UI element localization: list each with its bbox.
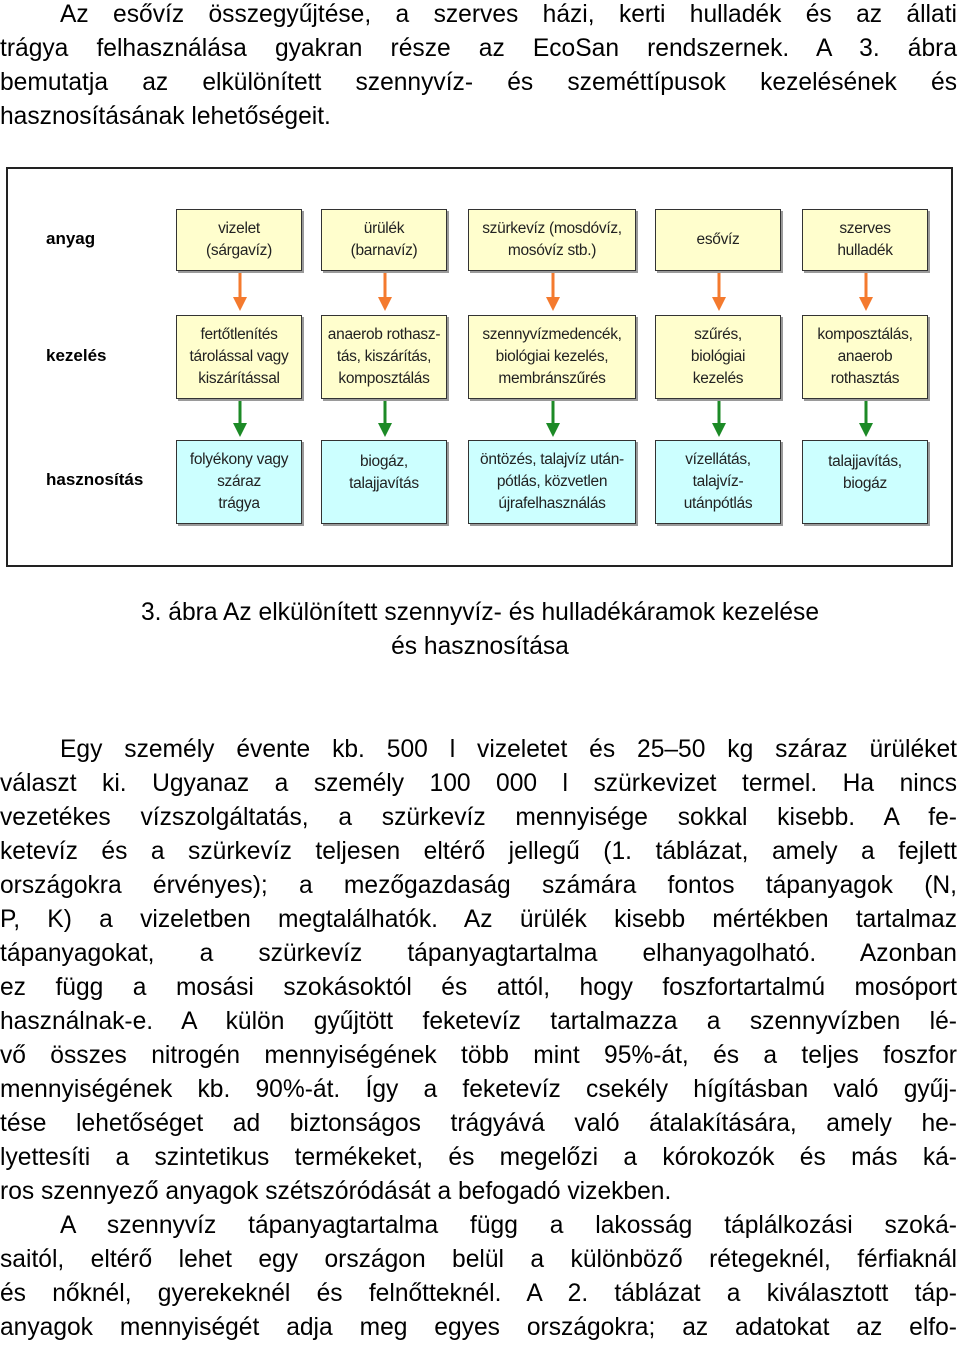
body-line: A szennyvíz tápanyagtartalma függ a lakosság táplálkozási szoká- bbox=[60, 1212, 957, 1239]
intro-line: trágya felhasználása gyakran része az EcoSan rendszernek. A 3. ábra bbox=[0, 35, 957, 62]
body-line: ketevíz és a szürkevíz teljesen eltérő jellegű (1. táblázat, amely a fejlett bbox=[0, 838, 957, 865]
arrow-green-4 bbox=[711, 401, 727, 439]
body-line: használnak-e. A külön gyűjtött feketevíz tartalmazza a szennyvízben lé- bbox=[0, 1008, 957, 1035]
material-box-szurkeviz: szürkevíz (mosdóvíz, mosóvíz stb.) bbox=[468, 209, 636, 271]
arrow-orange-5 bbox=[858, 273, 874, 313]
body-line: vő összes nitrogén mennyiségének több mint 95%-át, és a teljes foszfor bbox=[0, 1042, 957, 1069]
intro-line: hasznosításának lehetőségeit. bbox=[0, 103, 331, 130]
arrow-green-5 bbox=[858, 401, 874, 439]
arrow-green-1 bbox=[232, 401, 248, 439]
arrow-orange-1 bbox=[232, 273, 248, 313]
use-box-biogaz: biogáz, talajjavítás bbox=[321, 440, 447, 524]
treatment-box-anaerob: anaerob rothasz- tás, kiszárítás, komposztálás bbox=[321, 315, 447, 399]
figure-caption bbox=[0, 596, 960, 664]
body-line: országokra érvényes); a mezőgazdaság számára fontos tápanyagok (N, bbox=[0, 872, 957, 899]
ecosan-flow-diagram bbox=[6, 167, 953, 567]
body-line: P, K) a vizeletben megtalálhatók. Az ürülék kisebb mértékben tartalmaz bbox=[0, 906, 957, 933]
body-line: ros szennyező anyagok szétszóródását a befogadó vizekben. bbox=[0, 1178, 672, 1205]
arrow-green-3 bbox=[545, 401, 561, 439]
body-line: és nőknél, gyerekeknél és felnőtteknél. A 2. táblázat a kiválasztott táp- bbox=[0, 1280, 957, 1307]
caption-line-1: 3. ábra Az elkülönített szennyvíz- és hulladékáramok kezelése bbox=[140, 599, 820, 626]
arrow-green-2 bbox=[377, 401, 393, 439]
body-line: lyettesíti a szintetikus termékeket, és megelőzi a kórokozók és más ká- bbox=[0, 1144, 957, 1171]
intro-line: bemutatja az elkülönített szennyvíz- és szeméttípusok kezelésének és bbox=[0, 69, 957, 96]
body-line: Egy személy évente kb. 500 l vizeletet és 25–50 kg száraz ürüléket bbox=[60, 736, 957, 763]
treatment-box-szennyvizmedencek: szennyvízmedencék, biológiai kezelés, membránszűrés bbox=[468, 315, 636, 399]
treatment-box-komposztalas: komposztálás, anaerob rothasztás bbox=[802, 315, 928, 399]
body-paragraphs bbox=[0, 733, 957, 1345]
arrow-orange-3 bbox=[545, 273, 561, 313]
arrow-orange-2 bbox=[377, 273, 393, 313]
body-line: ez függ a mosási szokásoktól és attól, hogy foszfortartalmú mosóport bbox=[0, 974, 957, 1001]
body-line: tápanyagokat, a szürkevíz tápanyagtartalma elhanyagolható. Azonban bbox=[0, 940, 957, 967]
material-box-esoviz: esővíz bbox=[655, 209, 781, 271]
row-label-hasznositas: hasznosítás bbox=[46, 470, 144, 489]
use-box-talajjavitas: talajjavítás, biogáz bbox=[802, 440, 928, 524]
intro-line: Az esővíz összegyűjtése, a szerves házi, kerti hulladék és az állati bbox=[60, 1, 957, 28]
treatment-box-fertotlenites: fertőtlenítés tárolással vagy kiszárítással bbox=[176, 315, 302, 399]
arrow-orange-4 bbox=[711, 273, 727, 313]
use-box-tragya: folyékony vagy száraz trágya bbox=[176, 440, 302, 524]
body-line: anyagok mennyiségét adja meg egyes országokra; az adatokat az elfo- bbox=[0, 1314, 957, 1341]
body-line: tése lehetőséget ad biztonságos trágyává való átalakítására, amely he- bbox=[0, 1110, 957, 1137]
caption-line-2: és hasznosítása bbox=[391, 633, 569, 660]
row-label-anyag: anyag bbox=[46, 229, 96, 248]
row-label-kezeles: kezelés bbox=[46, 346, 107, 365]
body-line: vezetékes vízszolgáltatás, a szürkevíz mennyisége sokkal kisebb. A fe- bbox=[0, 804, 957, 831]
body-line: mennyiségének kb. 90%-át. Így a feketevíz csekély hígításban való gyűj- bbox=[0, 1076, 957, 1103]
material-box-vizelet: vizelet (sárgavíz) bbox=[176, 209, 302, 271]
material-box-urulek: ürülék (barnavíz) bbox=[321, 209, 447, 271]
use-box-ontozes: öntözés, talajvíz után- pótlás, közvetlen újrafelhasználás bbox=[468, 440, 636, 524]
body-line: választ ki. Ugyanaz a személy 100 000 l szürkevizet termel. Ha nincs bbox=[0, 770, 957, 797]
body-line: saitól, eltérő lehet egy országon belül a különböző rétegeknél, férfiaknál bbox=[0, 1246, 957, 1273]
treatment-box-szures: szűrés, biológiai kezelés bbox=[655, 315, 781, 399]
use-box-vizellatas: vízellátás, talajvíz- utánpótlás bbox=[655, 440, 781, 524]
material-box-szerves-hulladek: szerves hulladék bbox=[802, 209, 928, 271]
intro-paragraph bbox=[0, 0, 957, 134]
